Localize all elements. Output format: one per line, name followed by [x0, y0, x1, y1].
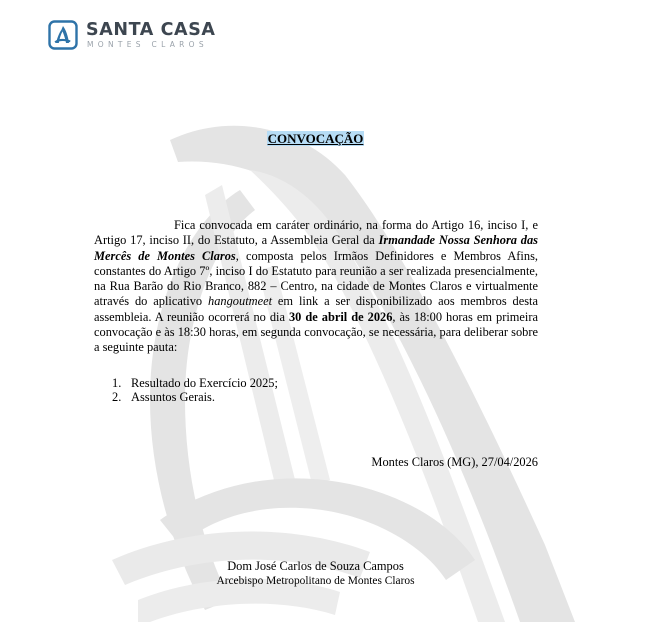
- brand-name: SANTA CASA: [86, 20, 216, 40]
- place-and-date: Montes Claros (MG), 27/04/2026: [371, 455, 538, 469]
- signer-role: Arcebispo Metropolitano de Montes Claros: [216, 575, 415, 587]
- convocation-paragraph: [94, 218, 538, 356]
- body-text-part-1: Fica convocada em caráter ordinário, na forma do Artigo 16, inciso I, e Artigo 17, inciso II, do Estatuto, a Assembleia Geral da: [94, 218, 538, 248]
- body-text-part-4: , às 18:00 horas em primeira convocação e às 18:30 horas, em segunda convocação, se necessária, para deliberar sobre a seguinte pauta:: [94, 309, 538, 355]
- meeting-app-name: hangoutmeet: [208, 294, 273, 309]
- document-title: [0, 131, 631, 147]
- body-text-part-3: em link a ser disponibilizado aos membros desta assembleia. A reunião ocorrerá no dia: [94, 294, 539, 324]
- organization-name: Irmandade Nossa Senhora das Mercês de Montes Claros: [94, 233, 538, 263]
- list-item: [112, 376, 278, 390]
- agenda-text: Resultado do Exercício 2025;: [131, 376, 278, 390]
- list-item: [112, 390, 278, 404]
- agenda-text: Assuntos Gerais.: [131, 390, 215, 405]
- signer-name: Dom José Carlos de Souza Campos: [227, 559, 404, 573]
- agenda-number: 2.: [112, 390, 122, 405]
- agenda-list: [112, 376, 278, 405]
- agenda-number: 1.: [112, 376, 122, 390]
- brand-subtitle: MONTES CLAROS: [87, 40, 208, 49]
- document-title-text: CONVOCAÇÃO: [267, 131, 364, 146]
- meeting-date: 30 de abril de 2026: [288, 309, 393, 324]
- santa-casa-logo-icon: [48, 20, 78, 50]
- body-text-part-2: , composta pelos Irmãos Definidores e Membros Afins, constantes do Artigo 7º, inciso I do Estatuto para reunião a ser realizada presencialmente, na Rua Barão do Rio Branco, 882 – Centro, na cidade de Montes Claros e virtualmente através do aplicativo: [94, 248, 538, 309]
